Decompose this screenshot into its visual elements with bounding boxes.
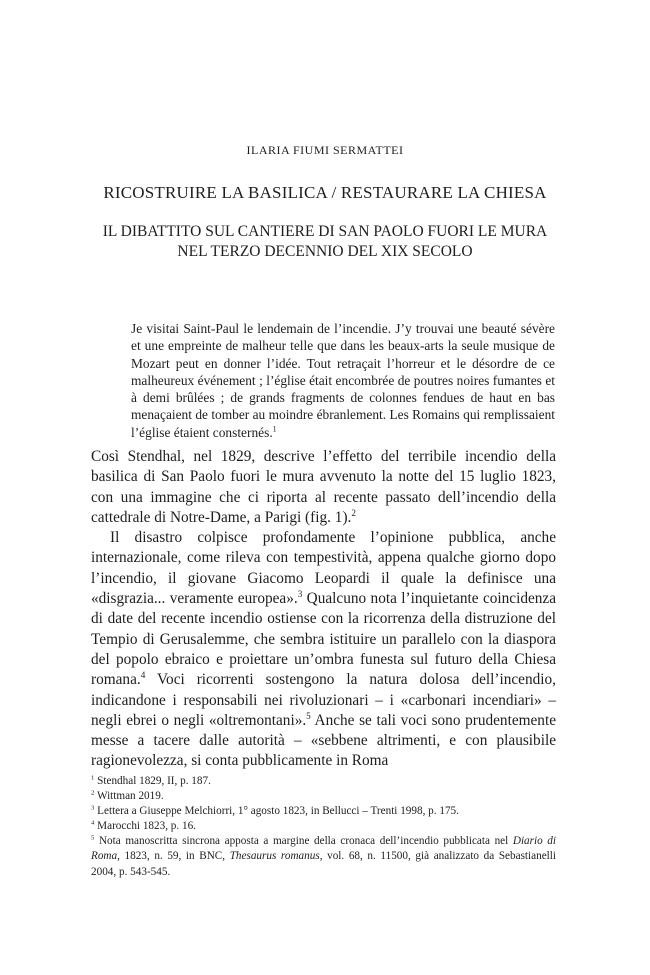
footnote-number: 2 bbox=[91, 789, 95, 797]
paragraph-2-text-c: Voci ricorrenti sostengono la natura dolosa dell’incendio, indicandone i responsabili nei rivoluzionari – i «carbonari incendiari» – negli ebrei o negli «oltremontani». bbox=[91, 671, 556, 729]
footnote-text: Stendhal 1829, II, p. 187. bbox=[94, 775, 211, 787]
epigraph-text: Je visitai Saint-Paul le lendemain de l’incendie. J’y trouvai une beauté sévère et une empreinte de malheur telle que dans les beaux-arts la seule musique de Mozart peut en donner l’idée. Tout retraçait l’horreur et le désordre de ce malheureux événement ; l’église était encombrée de poutres noires fumantes et à demi brûlées ; de grands fragments de colonnes fendues de haut en bas menaçaient de tomber au moindre ébranlement. Les Romains qui remplissaient l’église étaient consternés. bbox=[131, 321, 555, 440]
footnote-text: Lettera a Giuseppe Melchiorri, 1° agosto 1823, in Bellucci – Trenti 1998, p. 175. bbox=[94, 805, 459, 818]
subtitle-line-1: IL DIBATTITO SUL CANTIERE DI SAN PAOLO FUORI LE MURA bbox=[102, 223, 548, 240]
footnote-text: Wittman 2019. bbox=[94, 790, 164, 803]
footnote-ref-1[interactable]: 1 bbox=[272, 424, 277, 434]
footnote-ref-4[interactable]: 4 bbox=[140, 670, 146, 681]
footnote-ref-3[interactable]: 3 bbox=[297, 588, 303, 599]
footnote-text-a: Nota manoscritta sincrona apposta a margine della cronaca dell’incendio pubblicata nel bbox=[94, 835, 513, 848]
paragraph-2-text-d: Anche se tali voci sono prudentemente messe a tacere dalle autorità – «sebbene altrimenti, e con plausibile ragionevolezza, si conta pubblicamente in Roma bbox=[91, 711, 556, 770]
footnote-text-c: , vol. 68, n. 11500, già analizzato da Sebastianelli 2004, p. 543-545. bbox=[91, 850, 556, 878]
footnote-4 bbox=[91, 819, 556, 834]
paragraph-2-text-b: Qualcuno nota l’inquietante coincidenza di date del recente incendio ostiense con la ricorrenza della distruzione del Tempio di Gerusalemme, che sembra istituire un parallelo con la diaspora del popolo ebraico e proiettare un’ombra funesta sul futuro della Chiesa romana. bbox=[91, 590, 557, 689]
paragraph-2 bbox=[91, 528, 556, 772]
footnote-ref-2[interactable]: 2 bbox=[351, 507, 356, 518]
footnote-ref-5[interactable]: 5 bbox=[306, 710, 311, 721]
footnote-italic-title-2: Thesaurus romanus bbox=[229, 850, 320, 863]
footnote-2 bbox=[91, 789, 556, 804]
footnote-1 bbox=[91, 774, 556, 789]
article-title: RICOSTRUIRE LA BASILICA / RESTAURARE LA CHIESA bbox=[103, 183, 547, 202]
subtitle-line-2: NEL TERZO DECENNIO DEL XIX SECOLO bbox=[177, 243, 473, 260]
author-name: ILARIA FIUMI SERMATTEI bbox=[246, 143, 404, 157]
paragraph-2-text-a: Il disastro colpisce profondamente l’opinione pubblica, anche internazionale, come rileva con tempestività, appena qualche giorno dopo l’incendio, il giovane Giacomo Leopardi il quale la definisce una «disgrazia... veramente europea». bbox=[91, 529, 556, 608]
body-text bbox=[91, 447, 556, 772]
footnote-3 bbox=[91, 804, 556, 819]
footnote-5 bbox=[91, 834, 556, 879]
footnotes bbox=[91, 774, 556, 880]
footnote-number: 1 bbox=[91, 774, 95, 782]
footnote-italic-title-1: Diario di Roma bbox=[91, 835, 557, 863]
article-subtitle bbox=[60, 222, 590, 262]
footnote-text-b: , 1823, n. 59, in BNC, bbox=[117, 850, 230, 863]
paragraph-1 bbox=[91, 447, 556, 528]
epigraph-quote bbox=[131, 320, 555, 441]
footnote-number: 5 bbox=[91, 834, 95, 842]
footnote-number: 3 bbox=[91, 804, 95, 812]
footnote-number: 4 bbox=[91, 819, 95, 827]
paragraph-1-text: Così Stendhal, nel 1829, descrive l’effetto del terribile incendio della basilica di San Paolo fuori le mura avvenuto la notte del 15 luglio 1823, con una immagine che ci riporta al recente passato dell’incendio della cattedrale di Notre-Dame, a Parigi (fig. 1). bbox=[91, 448, 556, 526]
footnote-text: Marocchi 1823, p. 16. bbox=[94, 820, 196, 833]
